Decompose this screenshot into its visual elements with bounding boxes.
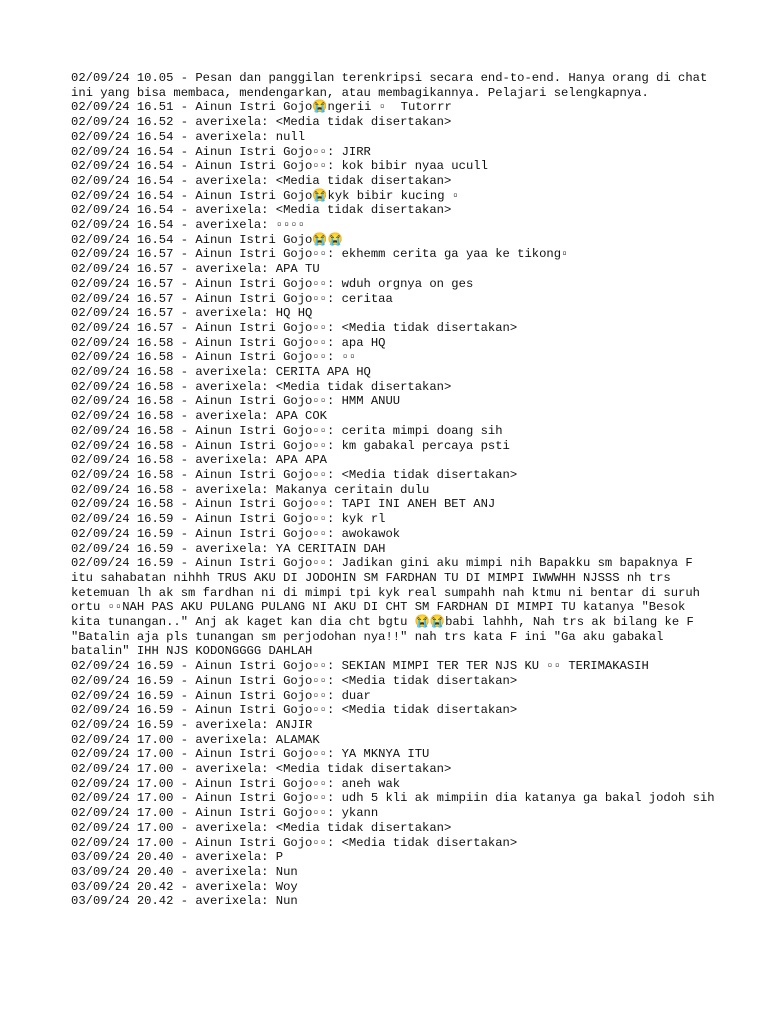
chat-line: 02/09/24 16.57 - averixela: HQ HQ [71, 306, 313, 321]
chat-line: 02/09/24 16.58 - Ainun Istri Gojo▫▫: <Media tidak disertakan> [71, 467, 518, 482]
chat-line: 02/09/24 17.00 - averixela: ALAMAK [71, 732, 320, 747]
chat-line: 02/09/24 16.59 - Ainun Istri Gojo▫▫: SEKIAN MIMPI TER TER NJS KU ▫▫ TERIMAKASIH [71, 659, 649, 674]
chat-line: 03/09/24 20.40 - averixela: P [71, 850, 284, 865]
chat-line: 02/09/24 16.59 - Ainun Istri Gojo▫▫: <Media tidak disertakan> [71, 673, 518, 688]
chat-line: 02/09/24 16.54 - averixela: <Media tidak disertakan> [71, 173, 452, 188]
chat-line: 02/09/24 17.00 - averixela: <Media tidak disertakan> [71, 762, 452, 777]
chat-line: 02/09/24 16.57 - Ainun Istri Gojo▫▫: <Media tidak disertakan> [71, 320, 518, 335]
chat-line: 02/09/24 16.59 - averixela: ANJIR [71, 717, 313, 732]
chat-line: 02/09/24 16.58 - Ainun Istri Gojo▫▫: km gabakal percaya psti [71, 438, 510, 453]
chat-line: 03/09/24 20.42 - averixela: Woy [71, 879, 298, 894]
chat-line: 02/09/24 16.58 - averixela: CERITA APA HQ [71, 365, 371, 380]
chat-line: 02/09/24 16.57 - Ainun Istri Gojo▫▫: wduh orgnya on ges [71, 276, 474, 291]
chat-line: 02/09/24 16.54 - averixela: ▫▫▫▫ [71, 218, 306, 233]
chat-line: 02/09/24 16.54 - Ainun Istri Gojo😭😭 [71, 232, 343, 247]
chat-line: 02/09/24 16.52 - averixela: <Media tidak disertakan> [71, 115, 452, 130]
chat-line: 02/09/24 17.00 - Ainun Istri Gojo▫▫: YA MKNYA ITU [71, 747, 430, 762]
chat-line: 02/09/24 16.58 - averixela: Makanya ceritain dulu [71, 482, 430, 497]
chat-line: 02/09/24 16.58 - Ainun Istri Gojo▫▫: ▫▫ [71, 350, 357, 365]
chat-line: 02/09/24 16.59 - Ainun Istri Gojo▫▫: duar [71, 688, 371, 703]
chat-line: 02/09/24 17.00 - Ainun Istri Gojo▫▫: <Media tidak disertakan> [71, 835, 518, 850]
chat-line: 02/09/24 16.54 - averixela: <Media tidak disertakan> [71, 203, 452, 218]
chat-line: 02/09/24 16.58 - Ainun Istri Gojo▫▫: apa HQ [71, 335, 386, 350]
chat-line: 02/09/24 16.54 - Ainun Istri Gojo▫▫: JIRR [71, 144, 371, 159]
chat-line: 02/09/24 16.58 - Ainun Istri Gojo▫▫: HMM ANUU [71, 394, 401, 409]
chat-line: 02/09/24 16.58 - Ainun Istri Gojo▫▫: cerita mimpi doang sih [71, 423, 503, 438]
chat-line: 02/09/24 16.57 - Ainun Istri Gojo▫▫: ekhemm cerita ga yaa ke tikong▫ [71, 247, 569, 262]
chat-line: 02/09/24 16.51 - Ainun Istri Gojo😭ngerii ▫ Tutorrr [71, 100, 452, 115]
chat-line-system-notice: 02/09/24 10.05 - Pesan dan panggilan terenkripsi secara end-to-end. Hanya orang di chat ini yang bisa membaca, mendengarkan, atau membagikannya. Pelajari selengkapnya. [71, 71, 715, 100]
chat-line: 02/09/24 17.00 - Ainun Istri Gojo▫▫: udh 5 kli ak mimpiin dia katanya ga bakal jodoh sih [71, 791, 715, 806]
chat-line: 02/09/24 17.00 - Ainun Istri Gojo▫▫: aneh wak [71, 776, 401, 791]
chat-line: 03/09/24 20.42 - averixela: Nun [71, 894, 298, 909]
chat-line: 02/09/24 17.00 - Ainun Istri Gojo▫▫: ykann [71, 806, 379, 821]
chat-line: 02/09/24 16.54 - averixela: null [71, 129, 306, 144]
chat-line: 03/09/24 20.40 - averixela: Nun [71, 864, 298, 879]
chat-line: 02/09/24 16.59 - Ainun Istri Gojo▫▫: <Media tidak disertakan> [71, 703, 518, 718]
chat-line-long-message: 02/09/24 16.59 - Ainun Istri Gojo▫▫: Jadikan gini aku mimpi nih Bapakku sm bapaknya F itu sahabatan nihhh TRUS AKU DI JODOHIN SM FARDHAN TU DI MIMPI IWWWHH NJSSS nh trs ketemuan lh ak sm fardhan ni di mimpi tpi kyk real sumpahh nah ktmu ni bentar di suruh ortu ▫▫NAH PAS AKU PULANG PULANG NI AKU DI CHT SM FARDHAN DI MIMPI TU katanya "Besok kita tunangan.." Anj ak kaget kan dia cht bgtu 😭😭babi lahhh, Nah trs ak bilang ke F "Batalin aja pls tunangan sm perjodohan nya!!" nah trs kata F ini "Ga aku gabakal batalin" IHH NJS KODONGGGG DAHLAH [71, 556, 708, 659]
chat-line: 02/09/24 16.57 - Ainun Istri Gojo▫▫: ceritaa [71, 291, 393, 306]
chat-line: 02/09/24 16.58 - Ainun Istri Gojo▫▫: TAPI INI ANEH BET ANJ [71, 497, 496, 512]
chat-line: 02/09/24 16.58 - averixela: APA APA [71, 453, 327, 468]
chat-line: 02/09/24 16.58 - averixela: <Media tidak disertakan> [71, 379, 452, 394]
chat-line: 02/09/24 16.58 - averixela: APA COK [71, 409, 327, 424]
chat-line: 02/09/24 16.59 - Ainun Istri Gojo▫▫: awokawok [71, 526, 401, 541]
chat-line: 02/09/24 16.54 - Ainun Istri Gojo😭kyk bibir kucing ▫ [71, 188, 460, 203]
chat-line: 02/09/24 16.57 - averixela: APA TU [71, 262, 320, 277]
chat-line: 02/09/24 17.00 - averixela: <Media tidak disertakan> [71, 820, 452, 835]
chat-log-document [71, 71, 721, 909]
chat-line: 02/09/24 16.54 - Ainun Istri Gojo▫▫: kok bibir nyaa ucull [71, 159, 488, 174]
chat-line: 02/09/24 16.59 - Ainun Istri Gojo▫▫: kyk rl [71, 512, 386, 527]
chat-line: 02/09/24 16.59 - averixela: YA CERITAIN DAH [71, 541, 386, 556]
